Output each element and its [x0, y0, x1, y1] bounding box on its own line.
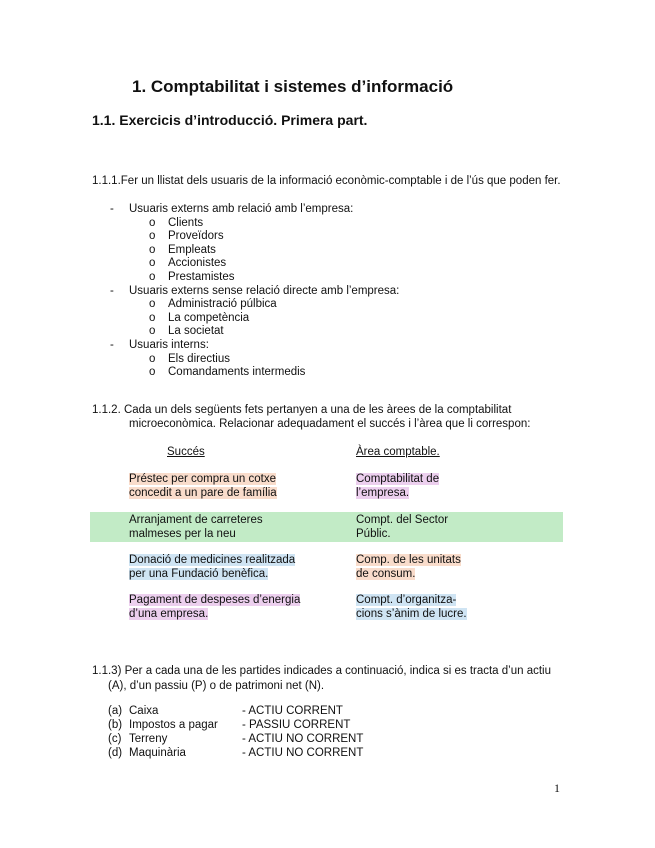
item-answer: - ACTIU NO CORRENT — [242, 747, 364, 759]
item-letter: (c) — [108, 733, 122, 745]
dash-marker: - — [110, 203, 114, 215]
succes-text: Arranjament de carreteres — [129, 514, 263, 526]
area-text: Compt. d’organitza- — [356, 594, 457, 606]
item-name: Caixa — [129, 705, 159, 717]
list-item: Clients — [168, 216, 204, 229]
item-name: Impostos a pagar — [129, 719, 218, 731]
list-item: Accionistes — [168, 257, 227, 270]
bullet-marker: o — [149, 325, 156, 338]
list-item: Administració púlbica — [168, 298, 277, 311]
ex2-prompt-line1: 1.1.2. Cada un dels següents fets pertanyen a una de les àrees de la comptabilitat — [92, 404, 512, 416]
list-item: La competència — [168, 311, 250, 324]
page-title: 1. Comptabilitat i sistemes d’informació — [132, 77, 454, 96]
list-item: Empleats — [168, 243, 216, 256]
section-title: 1.1. Exercicis d’introducció. Primera part. — [92, 112, 368, 128]
area-text: de consum. — [356, 568, 416, 580]
ex2-prompt-line2: microeconòmica. Relacionar adequadament el succés i l’àrea que li correspon: — [129, 418, 531, 430]
list-item: Prestamistes — [168, 271, 235, 283]
ex3-prompt-line1: 1.1.3) Per a cada una de les partides indicades a continuació, indica si es tracta d’un actiu — [92, 665, 552, 677]
area-text: Comp. de les unitats — [356, 554, 461, 566]
succes-text: d’una empresa. — [129, 608, 209, 620]
item-name: Terreny — [129, 733, 168, 745]
succes-text: Donació de medicines realitzada — [129, 554, 296, 566]
bullet-marker: o — [149, 257, 156, 270]
item-answer: - PASSIU CORRENT — [242, 719, 351, 731]
list-item: Proveïdors — [168, 230, 224, 243]
dash-marker: - — [110, 284, 114, 297]
col-header-succes: Succés — [167, 446, 205, 458]
group-label: Usuaris externs amb relació amb l’empresa: — [129, 203, 354, 215]
ex3-prompt-line2: (A), d’un passiu (P) o de patrimoni net (N). — [108, 680, 325, 692]
bullet-marker: o — [149, 230, 156, 243]
group-label: Usuaris externs sense relació directe amb l’empresa: — [129, 284, 400, 297]
col-header-area: Àrea comptable. — [356, 446, 440, 458]
bullet-marker: o — [149, 298, 156, 311]
succes-text: Préstec per compra un cotxe — [129, 473, 277, 485]
area-text: Comptabilitat de — [356, 473, 440, 485]
bullet-marker: o — [149, 352, 156, 365]
list-item: La societat — [168, 325, 224, 338]
page-number: 1 — [554, 781, 560, 795]
area-text: Públic. — [356, 528, 391, 540]
item-letter: (d) — [108, 747, 123, 759]
bullet-marker: o — [149, 311, 156, 324]
bullet-marker: o — [149, 216, 156, 229]
dash-marker: - — [110, 339, 114, 351]
list-item: Comandaments intermedis — [168, 366, 306, 379]
item-letter: (a) — [108, 705, 123, 717]
bullet-marker: o — [149, 271, 156, 283]
item-letter: (b) — [108, 719, 123, 731]
item-name: Maquinària — [129, 747, 186, 759]
ex1-prompt: 1.1.1.Fer un llistat dels usuaris de la informació econòmic-comptable i de l’ús que poden fer. — [92, 175, 561, 187]
group-label: Usuaris interns: — [129, 339, 209, 351]
area-text: Compt. del Sector — [356, 514, 449, 526]
succes-text: per una Fundació benèfica. — [129, 568, 269, 580]
area-text: cions s’ànim de lucre. — [356, 608, 467, 620]
list-item: Els directius — [168, 352, 230, 365]
bullet-marker: o — [149, 366, 156, 379]
succes-text: concedit a un pare de família — [129, 487, 277, 499]
item-answer: - ACTIU NO CORRENT — [242, 733, 364, 745]
area-text: l’empresa. — [356, 487, 410, 499]
succes-text: malmeses per la neu — [129, 528, 236, 540]
bullet-marker: o — [149, 243, 156, 256]
item-answer: - ACTIU CORRENT — [242, 705, 343, 717]
succes-text: Pagament de despeses d’energia — [129, 594, 301, 606]
